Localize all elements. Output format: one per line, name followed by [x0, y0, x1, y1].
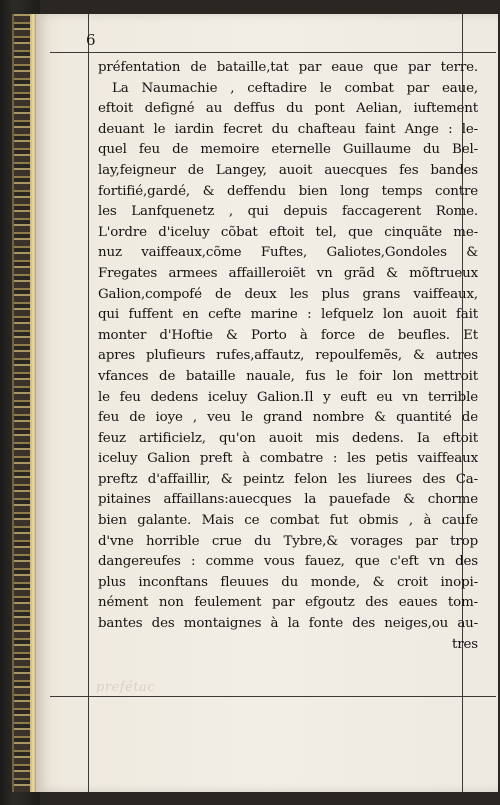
page-number: 6: [86, 31, 96, 49]
text-line: nuz vaiffeaux,cõme Fuftes, Galiotes,Gondoles &: [98, 245, 478, 261]
text-line: plus inconftans fleuues du monde, & croit inopi-: [98, 574, 478, 590]
text-line: qui fuffent en cefte marine : lefquelz lon auoit fait: [98, 307, 478, 323]
text-line: apres plufieurs rufes,affautz, repoulfemẽs, & autres: [98, 348, 478, 364]
text-line: Fregates armees affailleroiẽt vn grãd & mõftrueux: [98, 265, 478, 281]
left-rule: [88, 14, 89, 792]
text-line: L'ordre d'iceluy cõbat eftoit tel, que cinquãte me-: [98, 224, 478, 240]
text-line: eftoit defigné au deffus du pont Aelian, iuftement: [98, 101, 478, 117]
text-line: bantes des montaignes à la fonte des neiges,ou au-: [98, 616, 478, 632]
text-line: feuz artificielz, qu'on auoit mis dedens. Ia eftoit: [98, 430, 478, 446]
text-line: dangereufes : comme vous fauez, que c'eft vn des: [98, 554, 478, 570]
text-line: le feu dedens iceluy Galion.Il y euft eu vn terrible: [98, 389, 478, 405]
bleed-through-text: prefétac: [96, 680, 155, 695]
text-line: bien galante. Mais ce combat fut obmis , à caufe: [98, 513, 478, 529]
decorative-spine-border: [12, 14, 32, 792]
text-line: monter d'Hoftie & Porto à force de beufles. Et: [98, 327, 478, 343]
text-line: pitaines affaillans:auecques la pauefade & chorme: [98, 492, 478, 508]
text-line: préfentation de bataille,tat par eaue que par terre.: [98, 60, 478, 75]
text-line: La Naumachie , ceftadire le combat par eaue,: [112, 80, 478, 96]
catchword: tres: [452, 636, 478, 652]
bottom-rule: [50, 696, 496, 697]
text-line: preftz d'affaillir, & peintz felon les liurees des Ca-: [98, 471, 478, 487]
text-line: iceluy Galion preft à combatre : les petis vaiffeaux: [98, 451, 478, 467]
body-text: [98, 58, 478, 655]
text-line: vfances de bataille nauale, fus le foir lon mettroit: [98, 368, 478, 384]
text-line: fortifié,gardé, & deffendu bien long temps contre: [98, 183, 478, 199]
book-page: [36, 14, 498, 792]
text-line: lay,feigneur de Langey, auoit auecques fes bandes: [98, 162, 478, 178]
top-rule: [50, 52, 496, 53]
text-line: les Lanfquenetz , qui depuis faccagerent Rome.: [98, 204, 478, 220]
text-line: nément non feulement par efgoutz des eaues tom-: [98, 595, 478, 611]
text-line: Galion,compofé de deux les plus grans vaiffeaux,: [98, 286, 478, 302]
text-line: d'vne horrible crue du Tybre,& vorages par trop: [98, 533, 478, 549]
text-line: deuant le iardin fecret du chafteau faint Ange : le-: [98, 121, 478, 137]
text-line: feu de ioye , veu le grand nombre & quantité de: [98, 410, 478, 426]
text-line: quel feu de memoire eternelle Guillaume du Bel-: [98, 142, 478, 158]
